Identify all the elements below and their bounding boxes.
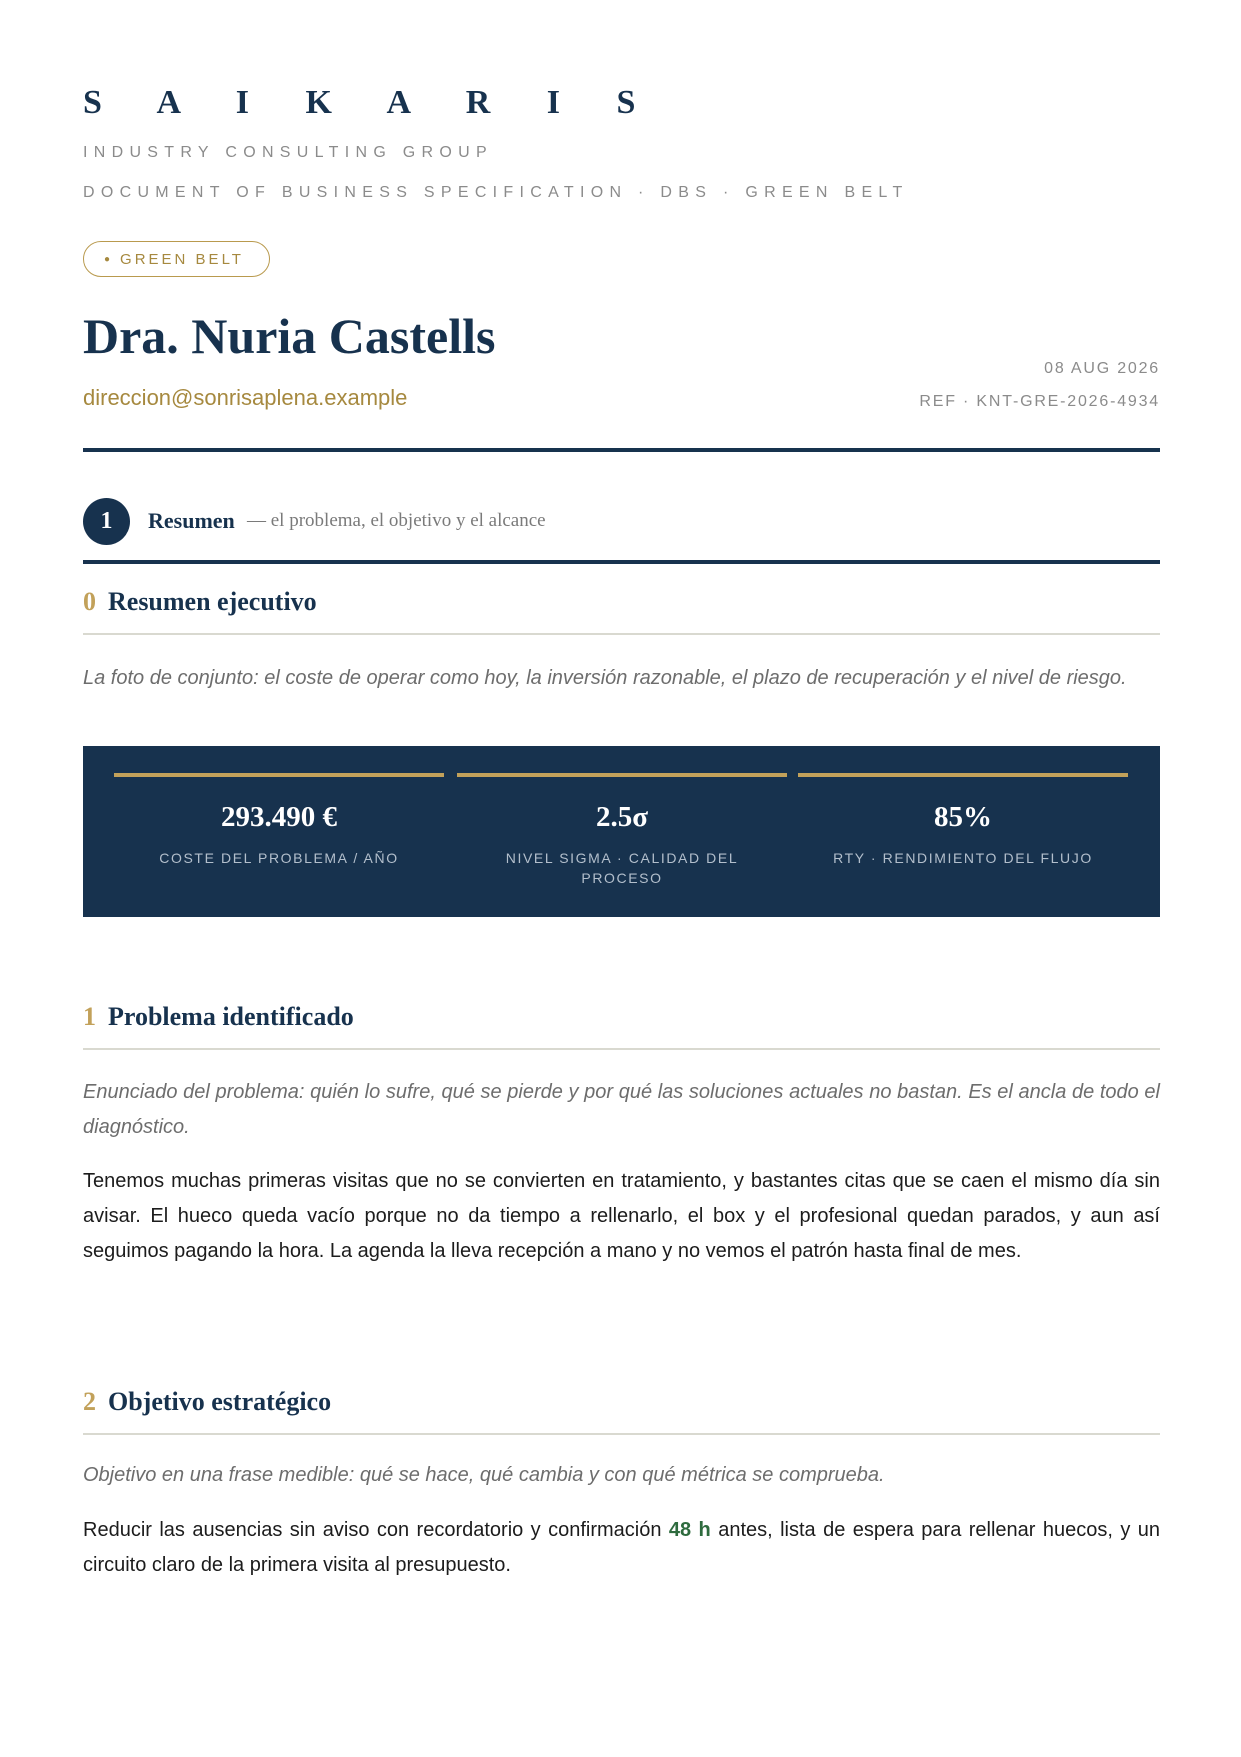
section-number: 2	[83, 1387, 96, 1416]
section-lead: Enunciado del problema: quién lo sufre, qué se pierde y por qué las soluciones actuales no bastan. Es el ancla de todo el diagnóstico.	[83, 1081, 1160, 1138]
section-heading-resumen	[83, 587, 1160, 635]
section-number: 1	[83, 1002, 96, 1031]
kpi-card	[114, 773, 444, 907]
brand-wordmark: S A I K A R I S	[83, 84, 660, 121]
kpi-value: 2.5σ	[595, 801, 649, 833]
document-date: 08 AUG 2026	[1044, 360, 1160, 377]
badge-label: GREEN BELT	[120, 250, 244, 268]
kpi-label: COSTE DEL PROBLEMA / AÑO	[159, 850, 399, 866]
section-title: Resumen ejecutivo	[108, 587, 317, 616]
document-type: DOCUMENT OF BUSINESS SPECIFICATION · DBS · GREEN BELT	[83, 184, 909, 201]
body-text: Reducir las ausencias sin aviso con recordatorio y confirmación	[83, 1519, 669, 1541]
part-title: Resumen	[148, 508, 235, 533]
section-lead: Objetivo en una frase medible: qué se hace, qué cambia y con qué métrica se comprueba.	[83, 1464, 885, 1486]
badge-dot-icon: ●	[104, 253, 111, 265]
document-reference: REF · KNT-GRE-2026-4934	[919, 393, 1160, 410]
kpi-value: 293.490 €	[221, 801, 337, 833]
body-text: antes, lista de espera para rellenar huecos, y un circuito claro de la primera visita al presupuesto.	[83, 1519, 1160, 1576]
belt-badge	[83, 241, 270, 277]
part-header	[83, 498, 1160, 564]
kpi-card	[457, 773, 787, 907]
section-title: Problema identificado	[108, 1002, 354, 1031]
section-heading-objetivo	[83, 1387, 1160, 1435]
kpi-card	[798, 773, 1128, 907]
section-title: Objetivo estratégico	[108, 1387, 332, 1416]
kpi-label: NIVEL SIGMA · CALIDAD DEL PROCESO	[505, 850, 739, 886]
section-heading-problema	[83, 1002, 1160, 1050]
highlight-metric: 48 h	[668, 1519, 711, 1541]
section-body	[83, 1513, 1160, 1583]
section-lead: La foto de conjunto: el coste de operar como hoy, la inversión razonable, el plazo de recuperación y el nivel de riesgo.	[83, 667, 1127, 689]
kpi-value: 85%	[934, 801, 992, 833]
part-description: — el problema, el objetivo y el alcance	[247, 510, 546, 531]
part-number: 1	[83, 498, 130, 545]
section-body: Tenemos muchas primeras visitas que no se convierten en tratamiento, y bastantes citas que se caen el mismo día sin avisar. El hueco queda vacío porque no da tiempo a rellenarlo, el box y el profesional quedan parados, y aun así seguimos pagando la hora. La agenda la lleva recepción a mano y no vemos el patrón hasta final de mes.	[83, 1170, 1160, 1262]
kpi-label: RTY · RENDIMIENTO DEL FLUJO	[833, 850, 1093, 866]
company-subtitle: INDUSTRY CONSULTING GROUP	[83, 144, 493, 161]
client-email[interactable]: direccion@sonrisaplena.example	[83, 385, 408, 410]
section-number: 0	[83, 587, 96, 616]
client-name: Dra. Nuria Castells	[83, 308, 496, 364]
kpi-panel	[83, 746, 1160, 917]
header-divider	[83, 448, 1160, 452]
